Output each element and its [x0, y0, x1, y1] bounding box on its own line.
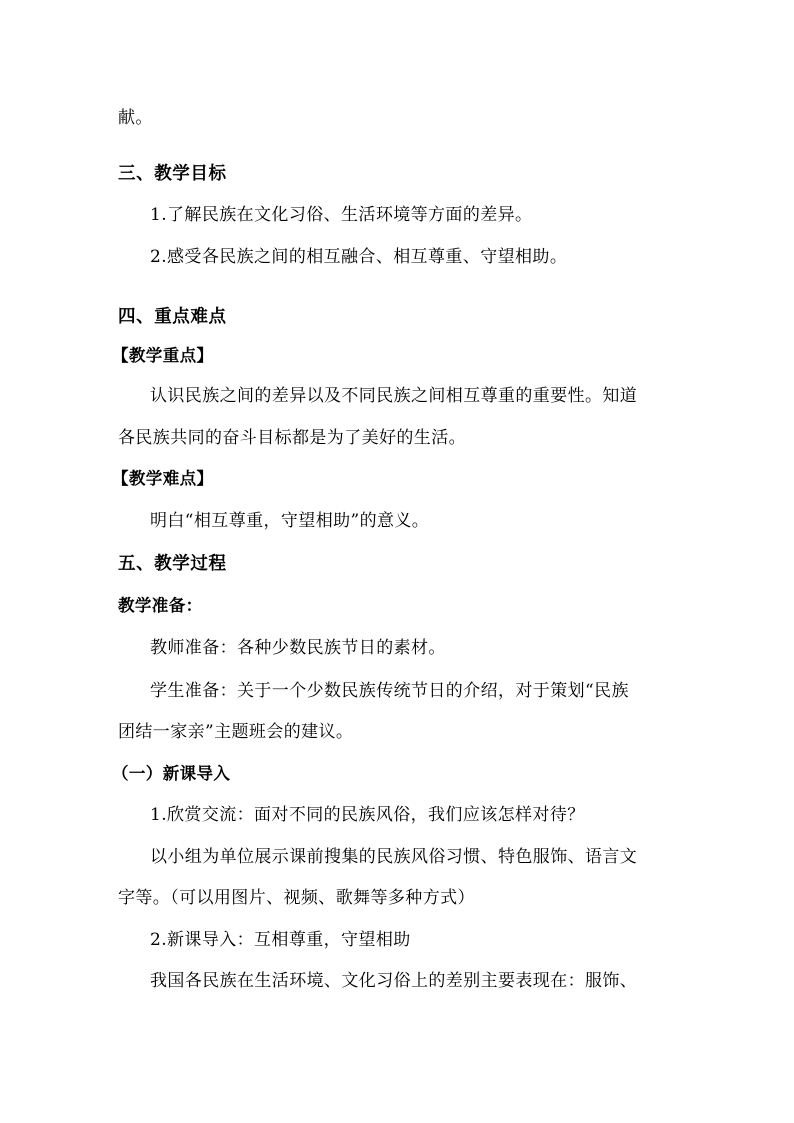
paragraph-line: 学生准备：关于一个少数民族传统节日的介绍，对于策划“民族 — [150, 681, 629, 701]
paragraph-line: 认识民族之间的差异以及不同民族之间相互尊重的重要性。知道 — [150, 386, 638, 406]
objective-item-1: 1.了解民族在文化习俗、生活环境等方面的差异。 — [150, 205, 533, 225]
section-heading-key-points: 四、重点难点 — [118, 307, 227, 327]
paragraph-line: 1.欣赏交流：面对不同的民族风俗，我们应该怎样对待？ — [150, 805, 585, 825]
subheading-key-point: 【教学重点】 — [112, 346, 214, 365]
paragraph-line: 教师准备：各种少数民族节日的素材。 — [150, 638, 446, 658]
objective-item-2: 2.感受各民族之间的相互融合、相互尊重、守望相助。 — [150, 247, 568, 267]
paragraph-line: 以小组为单位展示课前搜集的民族风俗习惯、特色服饰、语言文 — [150, 847, 638, 867]
subheading-new-lesson: （一）新课导入 — [112, 764, 231, 783]
subheading-difficult-point: 【教学难点】 — [112, 469, 214, 488]
paragraph-line: 献。 — [118, 108, 153, 128]
paragraph-line: 我国各民族在生活环境、文化习俗上的差别主要表现在：服饰、 — [150, 971, 638, 991]
section-heading-process: 五、教学过程 — [118, 554, 227, 574]
subheading-preparation: 教学准备： — [118, 596, 203, 615]
section-heading-objectives: 三、教学目标 — [118, 164, 227, 184]
paragraph-line: 字等。（可以用图片、视频、歌舞等多种方式） — [118, 888, 475, 908]
paragraph-line: 2.新课导入：互相尊重，守望相助 — [150, 930, 411, 950]
paragraph-line: 团结一家亲”主题班会的建议。 — [118, 722, 354, 742]
paragraph-line: 各民族共同的奋斗目标都是为了美好的生活。 — [118, 428, 466, 448]
paragraph-line: 明白“相互尊重，守望相助”的意义。 — [150, 511, 430, 531]
